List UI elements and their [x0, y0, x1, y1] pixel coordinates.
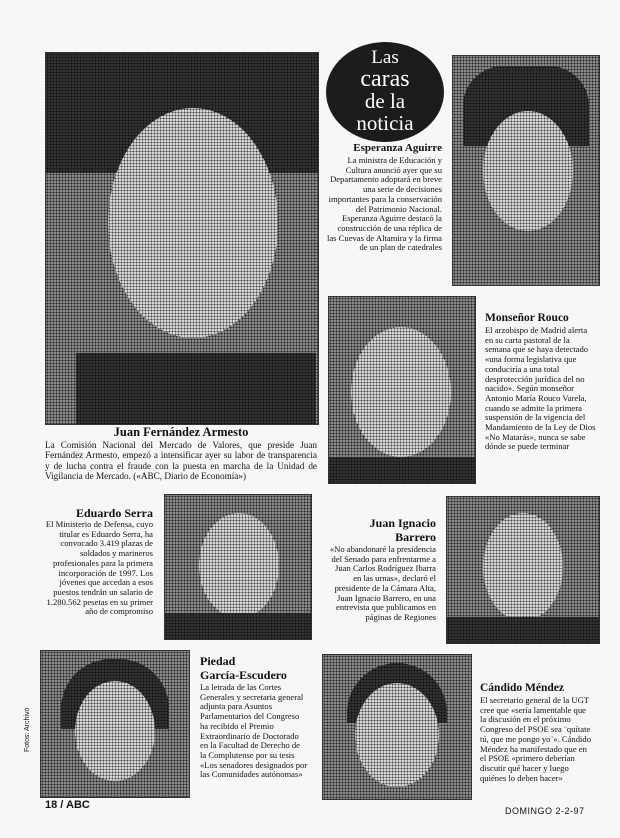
text-eduardo-serra: El Ministerio de Defensa, cuyo titular es Eduardo Serra, ha convocado 3.419 plazas de soldados y marineros profesionales para la primera incorporación de 1997. Los jóvenes que accedan a esos puestos tendrán un salario de 1.280.562 pesetas en su primer año de compromiso — [45, 519, 153, 617]
photo-garcia-escudero — [40, 650, 190, 798]
text-barrero: «No abandonaré la presidencia del Senado para enfrentarme a Juan Carlos Rodríguez Ibarra en las urnas», declaró el presidente de la Cámara Alta, Juan Ignacio Barrero, en una entrevista que publicamos en páginas de Regiones — [329, 544, 436, 622]
text-garcia-escudero: La letrada de las Cortes Generales y secretaria general adjunta para Asuntos Parlamentarios del Congreso ha recibido el Premio Extraordinario de Doctorado en la Facultad de Derecho de la Complutense por su tesis «Los senadores designados por las Comunidades autónomas» — [200, 682, 308, 780]
section-logo-line4: noticia — [356, 111, 414, 135]
photo-eduardo-serra — [164, 494, 312, 640]
name-eduardo-serra: Eduardo Serra — [75, 506, 153, 520]
photo-barrero — [446, 496, 600, 644]
name-monsenor-rouco: Monseñor Rouco — [485, 312, 569, 324]
name-candido-mendez: Cándido Méndez — [480, 682, 565, 694]
photo-monsenor-rouco — [328, 296, 476, 484]
photo-esperanza-aguirre — [452, 55, 600, 286]
photo-candido-mendez — [322, 654, 472, 800]
section-logo-line2: caras — [360, 66, 410, 92]
issue-date: DOMINGO 2-2-97 — [505, 806, 585, 816]
page-folio: 18 / ABC — [45, 799, 90, 811]
name-fernandez-armesto: Juan Fernández Armesto — [113, 425, 249, 439]
photo-credit: Fotos: Archivo — [24, 707, 31, 752]
name-barrero-line1: Juan Ignacio — [369, 516, 436, 530]
text-fernandez-armesto: La Comisión Nacional del Mercado de Valores, que preside Juan Fernández Armesto, empezó a intensificar ayer su labor de transparencia y de lucha contra el fraude con la puesta en marcha de la Unidad de Vigilancia de Mercado. («ABC, Diario de Economía») — [45, 440, 317, 482]
name-esperanza-aguirre: Esperanza Aguirre — [353, 142, 442, 154]
photo-fernandez-armesto — [45, 52, 319, 425]
text-esperanza-aguirre: La ministra de Educación y Cultura anunció ayer que su Departamento adoptará en breve una serie de decisiones importantes para la conservación del Patrimonio Nacional. Esperanza Aguirre destacó la construcción de una réplica de las Cuevas de Altamira y la firma de un plan de catedrales — [326, 155, 442, 253]
section-logo-line1: Las — [371, 47, 399, 68]
name-garcia-escudero-line2: García-Escudero — [200, 668, 287, 682]
name-barrero-line2: Barrero — [395, 530, 436, 544]
section-logo-line3: de la — [364, 89, 406, 113]
name-garcia-escudero-line1: Piedad — [200, 654, 236, 668]
text-monsenor-rouco: El arzobispo de Madrid alerta en su carta pastoral de la semana que se haya detectado «una forma legislativa que conduciría a una total desprotección jurídica del no nacido». Según monseñor Antonio María Rouco Varela, cuando se admite la primera suspensión de la vigencia del Mandamiento de la Ley de Dios «No Matarás», nunca se sabe dónde se puede terminar — [485, 325, 596, 452]
text-candido-mendez: El secretario general de la UGT cree que «sería lamentable que la discusión en el próximo Congreso del PSOE sea ¨quítate tú, que me pongo yo¨». Cándido Méndez ha manifestado que en el PSOE «primero deberían discutir qué hacer y luego quiénes lo deben hacer» — [480, 695, 591, 783]
section-logo — [326, 42, 444, 142]
